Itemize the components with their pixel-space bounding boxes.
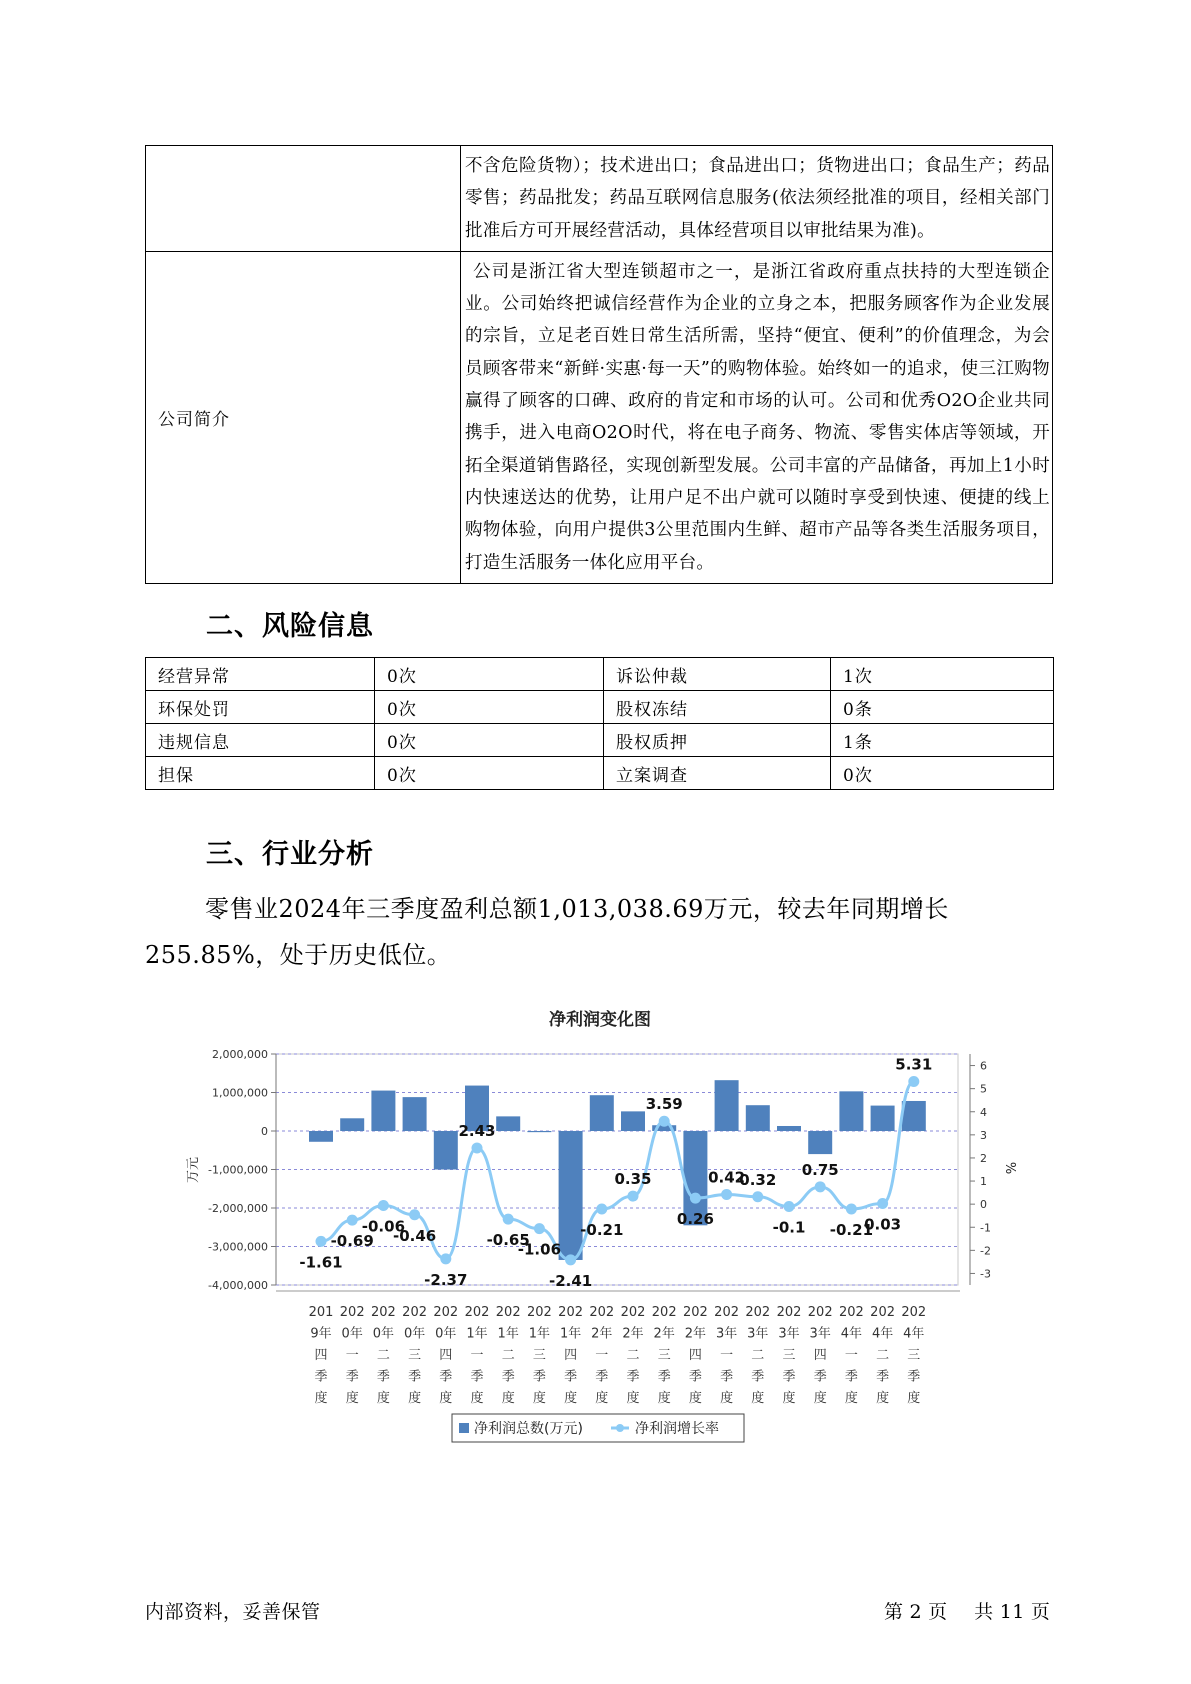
x-tick-label: 3年 — [778, 1326, 800, 1342]
bar — [559, 1131, 583, 1260]
x-tick-label: 202 — [464, 1305, 490, 1320]
risk-value: 1次 — [831, 658, 1054, 691]
x-tick-label: 202 — [776, 1305, 802, 1320]
bar — [621, 1111, 645, 1131]
growth-rate-point — [690, 1193, 701, 1204]
x-tick-label: 度 — [751, 1391, 765, 1406]
x-tick-label: 度 — [720, 1391, 734, 1406]
x-tick-label: 季 — [844, 1369, 858, 1385]
growth-rate-point — [409, 1209, 420, 1220]
risk-label: 立案调查 — [604, 757, 831, 790]
x-tick-label: 202 — [433, 1305, 459, 1320]
growth-rate-point — [752, 1191, 763, 1202]
risk-value: 1条 — [831, 724, 1054, 757]
growth-rate-point — [440, 1253, 451, 1264]
data-label: 0.75 — [801, 1160, 839, 1179]
x-tick-label: 度 — [532, 1391, 546, 1406]
risk-value: 0次 — [375, 724, 604, 757]
x-tick-label: 度 — [345, 1391, 359, 1406]
legend-line-label: 净利润增长率 — [635, 1421, 719, 1437]
y-axis-title: 万元 — [186, 1156, 201, 1184]
risk-value: 0次 — [375, 691, 604, 724]
risk-value: 0条 — [831, 691, 1054, 724]
x-tick-label: 度 — [657, 1391, 671, 1406]
y-tick-label: -1,000,000 — [208, 1163, 268, 1177]
x-tick-label: 202 — [838, 1305, 864, 1320]
bar — [902, 1101, 926, 1131]
x-tick-label: 一 — [470, 1348, 484, 1363]
x-tick-label: 一 — [720, 1348, 734, 1363]
company-intro-value: 公司是浙江省大型连锁超市之一，是浙江省政府重点扶持的大型连锁企业。公司始终把诚信经营作为企业的立身之本，把服务顾客作为企业发展的宗旨，立足老百姓日常生活所需，坚持“便宜、便利”的价值理念，为会员顾客带来“新鲜·实惠·每一天”的购物体验。始终如一的追求，使三江购物赢得了顾客的口碑、政府的肯定和市场的认可。公司和优秀O2O企业共同携手，进入电商O2O时代，将在电子商务、物流、零售实体店等领域，开拓全渠道销售路径，实现创新型发展。公司丰富的产品储备，再加上1小时内快速送达的优势，让用户足不出户就可以随时享受到快速、便捷的线上购物体验，向用户提供3公里范围内生鲜、超市产品等各类生活服务项目，打造生活服务一体化应用平台。 — [461, 251, 1053, 583]
x-tick-label: 季 — [501, 1369, 515, 1385]
y-tick-label: -4,000,000 — [208, 1279, 268, 1292]
x-tick-label: 季 — [751, 1369, 765, 1385]
x-tick-label: 二 — [751, 1348, 765, 1363]
growth-rate-point — [628, 1191, 639, 1202]
x-tick-label: 202 — [682, 1305, 708, 1320]
data-label: -0.21 — [580, 1221, 624, 1240]
x-tick-label: 度 — [844, 1391, 858, 1406]
x-tick-label: 四 — [813, 1348, 827, 1363]
bar — [715, 1080, 739, 1131]
bar — [590, 1095, 614, 1131]
x-tick-label: 季 — [813, 1369, 827, 1385]
data-label: -1.61 — [299, 1253, 343, 1272]
x-tick-label: 四 — [439, 1348, 453, 1363]
bar — [777, 1126, 801, 1131]
data-label: 0.03 — [864, 1215, 902, 1234]
y2-tick-label: 4 — [980, 1105, 987, 1119]
x-tick-label: 二 — [376, 1348, 390, 1363]
x-tick-label: 二 — [501, 1348, 515, 1363]
x-tick-label: 四 — [688, 1348, 702, 1363]
x-tick-label: 202 — [589, 1305, 615, 1320]
risk-label: 经营异常 — [146, 658, 375, 691]
growth-rate-point — [877, 1198, 888, 1209]
x-tick-label: 季 — [876, 1369, 890, 1385]
x-tick-label: 三 — [782, 1348, 796, 1363]
data-label: -0.21 — [829, 1221, 874, 1240]
risk-label: 违规信息 — [146, 724, 375, 757]
risk-value: 0次 — [375, 658, 604, 691]
growth-rate-point — [503, 1214, 514, 1225]
x-tick-label: 202 — [870, 1305, 896, 1320]
x-tick-label: 度 — [907, 1391, 921, 1406]
x-tick-label: 4年 — [871, 1326, 894, 1342]
x-tick-label: 202 — [558, 1305, 584, 1320]
x-tick-label: 季 — [720, 1369, 734, 1385]
x-tick-label: 度 — [501, 1391, 515, 1406]
legend-bar-label: 净利润总数(万元) — [474, 1421, 583, 1437]
bar — [808, 1131, 832, 1154]
data-label: 0.35 — [614, 1170, 652, 1189]
growth-rate-point — [908, 1076, 919, 1087]
x-tick-label: 度 — [314, 1391, 328, 1406]
y2-tick-label: -1 — [980, 1221, 991, 1235]
x-tick-label: 三 — [657, 1348, 671, 1363]
data-label: -0.65 — [486, 1231, 530, 1250]
footer-confidential: 内部资料，妥善保管 — [145, 1601, 321, 1623]
x-tick-label: 度 — [626, 1391, 640, 1406]
x-tick-label: 0年 — [403, 1326, 426, 1342]
x-tick-label: 三 — [532, 1348, 546, 1363]
x-tick-label: 202 — [620, 1305, 646, 1320]
y2-axis-title: % — [1002, 1161, 1017, 1175]
x-tick-label: 度 — [595, 1391, 609, 1406]
data-label: -0.46 — [392, 1226, 437, 1245]
x-tick-label: 202 — [526, 1305, 552, 1320]
risk-value: 0次 — [831, 757, 1054, 790]
growth-rate-point — [596, 1204, 607, 1215]
page-prefix: 第 — [884, 1601, 904, 1623]
chart-title: 净利润变化图 — [549, 1010, 651, 1030]
y-tick-label: -3,000,000 — [208, 1240, 268, 1254]
growth-rate-point — [316, 1236, 327, 1247]
x-tick-label: 二 — [876, 1348, 890, 1363]
x-tick-label: 202 — [339, 1305, 365, 1320]
data-label: -0.69 — [330, 1232, 374, 1251]
bar — [309, 1131, 333, 1142]
risk-label: 股权质押 — [604, 724, 831, 757]
x-tick-label: 季 — [470, 1369, 484, 1385]
x-tick-label: 季 — [907, 1369, 921, 1385]
y2-tick-label: 5 — [980, 1082, 987, 1096]
x-tick-label: 202 — [901, 1305, 927, 1320]
x-tick-label: 季 — [626, 1369, 640, 1385]
x-tick-label: 季 — [564, 1369, 578, 1385]
x-tick-label: 季 — [782, 1369, 796, 1385]
bar — [340, 1118, 364, 1131]
x-tick-label: 3年 — [809, 1326, 831, 1342]
bar — [839, 1091, 863, 1131]
x-tick-label: 0年 — [435, 1326, 457, 1342]
y-tick-label: 1,000,000 — [212, 1086, 268, 1100]
risk-label: 股权冻结 — [604, 691, 831, 724]
data-label: 0.32 — [739, 1170, 777, 1189]
data-label: -0.1 — [772, 1218, 806, 1237]
growth-rate-point — [565, 1254, 576, 1265]
x-tick-label: 度 — [470, 1391, 484, 1406]
growth-rate-point — [472, 1143, 483, 1154]
x-tick-label: 季 — [595, 1369, 609, 1385]
y-tick-label: 0 — [261, 1125, 268, 1138]
x-tick-label: 2年 — [622, 1326, 644, 1342]
data-label: 2.43 — [458, 1122, 496, 1141]
section-title-risk: 二、风险信息 — [206, 611, 374, 642]
x-tick-label: 1年 — [528, 1326, 551, 1342]
x-tick-label: 度 — [564, 1391, 578, 1406]
growth-rate-point — [846, 1204, 857, 1215]
x-tick-label: 202 — [745, 1305, 771, 1320]
data-label: -2.41 — [548, 1271, 593, 1290]
x-tick-label: 季 — [532, 1369, 546, 1385]
x-tick-label: 四 — [314, 1348, 328, 1363]
x-tick-label: 度 — [376, 1391, 390, 1406]
growth-rate-point — [815, 1181, 826, 1192]
x-tick-label: 1年 — [466, 1326, 488, 1342]
x-tick-label: 202 — [714, 1305, 740, 1320]
total-number: 11 — [999, 1601, 1025, 1623]
x-tick-label: 202 — [402, 1305, 428, 1320]
x-tick-label: 一 — [595, 1348, 609, 1363]
x-tick-label: 度 — [813, 1391, 827, 1406]
x-tick-label: 0年 — [372, 1326, 395, 1342]
x-tick-label: 2年 — [653, 1326, 675, 1342]
x-tick-label: 度 — [782, 1391, 796, 1406]
x-tick-label: 202 — [651, 1305, 677, 1320]
x-tick-label: 三 — [907, 1348, 921, 1363]
y-tick-label: 2,000,000 — [212, 1048, 268, 1061]
legend-line-marker — [616, 1424, 624, 1432]
growth-rate-point — [721, 1189, 732, 1200]
y2-tick-label: 2 — [980, 1151, 987, 1165]
x-tick-label: 一 — [844, 1348, 858, 1363]
page-unit: 页 — [928, 1601, 948, 1623]
section-title-industry: 三、行业分析 — [206, 839, 374, 870]
data-label: -2.37 — [424, 1270, 468, 1289]
growth-rate-point — [347, 1215, 358, 1226]
data-label: -1.06 — [517, 1240, 562, 1259]
x-tick-label: 季 — [439, 1369, 453, 1385]
bar — [746, 1105, 770, 1131]
x-tick-label: 三 — [408, 1348, 422, 1363]
x-tick-label: 度 — [439, 1391, 453, 1406]
y2-tick-label: 3 — [980, 1128, 987, 1142]
industry-paragraph: 零售业2024年三季度盈利总额1,013,038.69万元，较去年同期增长255.85%，处于历史低位。 — [145, 895, 949, 969]
x-tick-label: 1年 — [497, 1326, 519, 1342]
y2-tick-label: -3 — [980, 1267, 991, 1281]
x-tick-label: 2年 — [684, 1326, 707, 1342]
x-tick-label: 二 — [626, 1348, 640, 1363]
x-tick-label: 202 — [495, 1305, 521, 1320]
x-tick-label: 季 — [376, 1369, 390, 1385]
total-unit: 页 — [1030, 1601, 1051, 1623]
x-tick-label: 一 — [345, 1348, 359, 1363]
bar — [403, 1097, 427, 1131]
data-label: 5.31 — [895, 1055, 933, 1074]
bar — [527, 1131, 551, 1132]
x-tick-label: 202 — [807, 1305, 833, 1320]
data-label: -0.06 — [361, 1217, 406, 1236]
growth-rate-point — [659, 1116, 670, 1127]
growth-rate-point — [378, 1200, 389, 1211]
bar — [371, 1091, 395, 1131]
page-number: 2 — [909, 1601, 923, 1623]
x-tick-label: 201 — [308, 1305, 334, 1320]
footer-page-info — [884, 1597, 1056, 1624]
data-label: 0.26 — [676, 1210, 714, 1229]
risk-label: 担保 — [146, 757, 375, 790]
x-tick-label: 四 — [564, 1348, 578, 1363]
bar — [434, 1131, 458, 1170]
data-label: 3.59 — [645, 1095, 683, 1114]
y2-tick-label: 1 — [980, 1175, 987, 1189]
y-tick-label: -2,000,000 — [208, 1202, 268, 1215]
x-tick-label: 9年 — [310, 1326, 332, 1342]
x-tick-label: 3年 — [747, 1326, 769, 1342]
growth-rate-point — [534, 1223, 545, 1234]
x-tick-label: 季 — [345, 1369, 359, 1385]
x-tick-label: 4年 — [840, 1326, 863, 1342]
x-tick-label: 季 — [408, 1369, 422, 1385]
x-tick-label: 0年 — [341, 1326, 363, 1342]
x-tick-label: 度 — [408, 1391, 422, 1406]
total-prefix: 共 — [974, 1601, 994, 1623]
company-intro-key: 公司简介 — [146, 251, 461, 583]
y2-tick-label: 6 — [980, 1059, 987, 1073]
x-tick-label: 季 — [314, 1369, 328, 1385]
bar — [871, 1106, 895, 1131]
x-tick-label: 度 — [688, 1391, 702, 1406]
risk-value: 0次 — [375, 757, 604, 790]
y2-tick-label: 0 — [980, 1198, 987, 1212]
x-tick-label: 4年 — [903, 1326, 925, 1342]
x-tick-label: 3年 — [715, 1326, 738, 1342]
y2-tick-label: -2 — [980, 1244, 991, 1258]
x-tick-label: 季 — [688, 1369, 702, 1385]
x-tick-label: 2年 — [591, 1326, 613, 1342]
x-tick-label: 季 — [657, 1369, 671, 1385]
risk-label: 诉讼仲裁 — [604, 658, 831, 691]
business-scope-value: 不含危险货物）；技术进出口；食品进出口；货物进出口；食品生产；药品零售；药品批发；药品互联网信息服务(依法须经批准的项目，经相关部门批准后方可开展经营活动，具体经营项目以审批结果为准)。 — [461, 146, 1053, 252]
x-tick-label: 1年 — [559, 1326, 582, 1342]
growth-rate-point — [784, 1201, 795, 1212]
data-label: 0.42 — [708, 1168, 746, 1187]
risk-label: 环保处罚 — [146, 691, 375, 724]
legend-bar-swatch — [459, 1423, 469, 1433]
bar — [496, 1116, 520, 1131]
x-tick-label: 202 — [370, 1305, 396, 1320]
x-tick-label: 度 — [876, 1391, 890, 1406]
